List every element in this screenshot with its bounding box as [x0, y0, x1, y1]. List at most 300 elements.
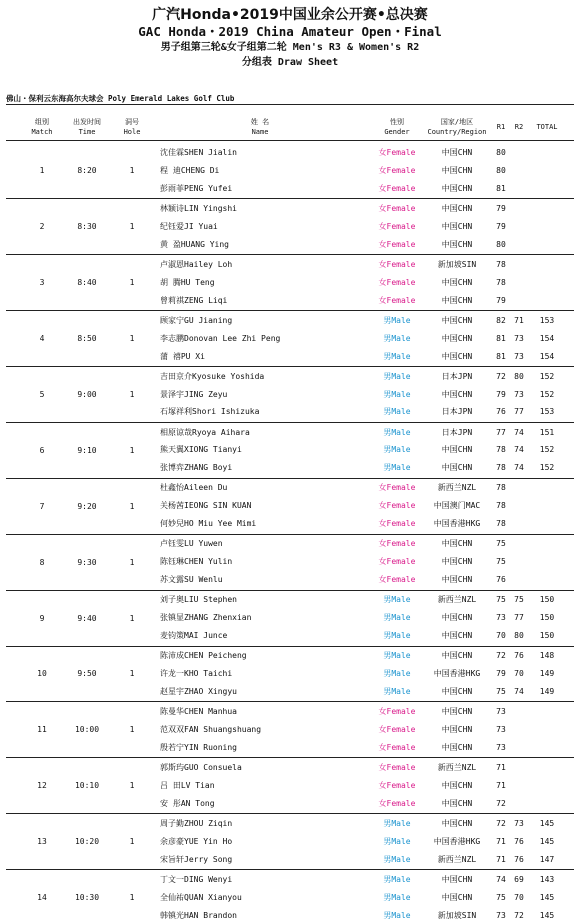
- player-country: 日本JPN: [441, 407, 473, 417]
- player-country: 新加坡SIN: [437, 259, 477, 269]
- table-row: [0, 795, 580, 812]
- player-gender: 男Male: [383, 595, 411, 605]
- player-r1: 73: [496, 707, 506, 716]
- table-row: [0, 256, 580, 273]
- player-r2: 75: [514, 595, 524, 605]
- player-gender: 男Male: [383, 371, 411, 381]
- table-row: [0, 703, 580, 720]
- player-country: 中国CHN: [441, 686, 473, 696]
- player-country: 中国CHN: [441, 707, 473, 716]
- table-row: [0, 759, 580, 776]
- player-gender: 女Female: [378, 501, 416, 511]
- player-name: 蒲 禧PU Xi: [160, 351, 205, 361]
- player-country: 中国CHN: [441, 780, 473, 790]
- player-gender: 女Female: [378, 539, 416, 549]
- col-country: 国家/地区 Country/Region: [427, 118, 487, 136]
- player-country: 日本JPN: [441, 427, 473, 437]
- player-r1: 72: [496, 371, 506, 381]
- player-country: 中国CHN: [441, 613, 473, 623]
- player-gender: 女Female: [378, 165, 416, 175]
- tee-time: 9:50: [77, 669, 97, 679]
- player-total: 151: [539, 427, 555, 437]
- col-name: 姓 名 Name: [250, 118, 270, 136]
- player-country: 中国香港HKG: [433, 669, 481, 678]
- player-name: 全仙祐QUAN Xianyou: [160, 892, 242, 902]
- player-gender: 男Male: [383, 651, 411, 661]
- match-number: 7: [39, 501, 45, 511]
- player-total: 145: [539, 818, 555, 828]
- player-r2: 77: [514, 613, 524, 623]
- player-r1: 81: [496, 333, 506, 343]
- player-r1: 82: [496, 315, 506, 325]
- tee-time: 8:20: [77, 166, 97, 176]
- player-r1: 79: [496, 295, 506, 305]
- player-name: 吉田京介Kyosuke Yoshida: [160, 371, 265, 381]
- match-number: 1: [39, 166, 45, 176]
- table-row: [0, 424, 580, 441]
- player-gender: 男Male: [383, 445, 411, 455]
- col-gender: 性别 Gender: [384, 118, 410, 136]
- player-total: 153: [539, 407, 555, 417]
- player-r1: 76: [496, 575, 506, 585]
- player-r2: 73: [514, 351, 524, 361]
- player-name: 石塚祥利Shori Ishizuka: [160, 407, 260, 417]
- match-number: 10: [37, 669, 47, 679]
- player-name: 韩镇光HAN Brandon: [160, 910, 237, 920]
- player-total: 145: [539, 892, 555, 902]
- player-gender: 男Male: [383, 389, 411, 399]
- player-r2: 71: [514, 315, 524, 325]
- player-total: 148: [539, 651, 555, 661]
- col-hole: 洞号 Hole: [123, 118, 141, 136]
- tee-time: 10:00: [74, 725, 100, 735]
- player-name: 苏文露SU Wenlu: [160, 575, 223, 585]
- player-country: 新加坡SIN: [437, 910, 477, 920]
- player-total: 150: [539, 631, 555, 640]
- player-country: 中国CHN: [441, 892, 473, 902]
- player-gender: 女Female: [378, 203, 416, 213]
- match-number: 3: [39, 278, 45, 288]
- player-country: 中国澳门MAC: [433, 501, 481, 511]
- player-name: 安 彤AN Tong: [160, 798, 215, 808]
- player-gender: 男Male: [383, 427, 411, 437]
- player-r2: 76: [514, 836, 524, 846]
- player-country: 中国CHN: [441, 463, 473, 473]
- player-country: 中国CHN: [441, 239, 473, 249]
- player-name: 纪钰爱JI Yuai: [160, 221, 218, 231]
- player-name: 许龙一KHO Taichi: [160, 669, 233, 678]
- player-r2: 80: [514, 371, 524, 381]
- table-row: [0, 571, 580, 588]
- player-r1: 70: [496, 631, 506, 640]
- match-number: 12: [37, 781, 47, 791]
- player-name: 相原谅哉Ryoya Aihara: [160, 427, 250, 437]
- player-country: 中国CHN: [441, 724, 473, 734]
- player-country: 中国CHN: [441, 742, 473, 752]
- player-total: 152: [539, 445, 555, 455]
- player-country: 中国CHN: [441, 389, 473, 399]
- col-match: 组别 Match: [31, 118, 53, 136]
- player-country: 新西兰NZL: [437, 483, 477, 493]
- player-gender: 男Male: [383, 631, 411, 640]
- table-row: [0, 739, 580, 756]
- player-country: 中国CHN: [441, 557, 473, 567]
- table-row: [0, 459, 580, 476]
- group-info: [0, 721, 580, 738]
- player-total: 152: [539, 463, 555, 473]
- player-r2: 73: [514, 818, 524, 828]
- player-country: 中国CHN: [441, 277, 473, 287]
- player-country: 中国CHN: [441, 221, 473, 231]
- player-name: 赵星宇ZHAO Xingyu: [160, 686, 237, 696]
- col-r1: R1: [496, 123, 506, 131]
- group-info: [0, 833, 580, 850]
- player-country: 中国CHN: [441, 539, 473, 549]
- player-gender: 男Male: [383, 407, 411, 417]
- table-row: [0, 348, 580, 365]
- player-gender: 女Female: [378, 239, 416, 249]
- player-r1: 77: [496, 427, 506, 437]
- player-country: 新西兰NZL: [437, 762, 477, 772]
- player-r1: 78: [496, 277, 506, 287]
- group-info: [0, 889, 580, 906]
- match-number: 13: [37, 837, 47, 847]
- title-english: GAC Honda・2019 China Amateur Open・Final: [138, 24, 442, 39]
- player-r1: 79: [496, 203, 506, 213]
- player-r1: 80: [496, 165, 506, 175]
- player-r2: 74: [514, 463, 524, 473]
- player-country: 中国CHN: [441, 165, 473, 175]
- hole-number: 1: [129, 557, 135, 567]
- player-gender: 男Male: [383, 686, 411, 696]
- player-gender: 女Female: [378, 259, 416, 269]
- player-r1: 76: [496, 407, 506, 417]
- player-r1: 75: [496, 892, 506, 902]
- player-r1: 78: [496, 501, 506, 511]
- player-r1: 75: [496, 539, 506, 549]
- player-gender: 女Female: [378, 707, 416, 716]
- player-country: 中国CHN: [441, 333, 473, 343]
- player-r1: 78: [496, 463, 506, 473]
- tee-time: 10:20: [74, 837, 100, 847]
- player-name: 关杨茜IEONG SIN KUAN: [160, 501, 252, 511]
- player-r2: 76: [514, 651, 524, 661]
- player-country: 中国香港HKG: [433, 519, 481, 529]
- player-country: 中国CHN: [441, 445, 473, 455]
- player-r1: 71: [496, 762, 506, 772]
- top-rule: [6, 104, 574, 105]
- group-info: [0, 665, 580, 682]
- player-r2: 73: [514, 389, 524, 399]
- tee-time: 10:30: [74, 893, 100, 903]
- player-r2: 74: [514, 686, 524, 696]
- table-row: [0, 292, 580, 309]
- player-country: 中国CHN: [441, 315, 473, 325]
- player-r1: 71: [496, 854, 506, 864]
- hole-number: 1: [129, 445, 135, 455]
- player-r1: 75: [496, 595, 506, 605]
- player-name: 卢钰雯LU Yuwen: [160, 539, 223, 549]
- player-gender: 男Male: [383, 315, 411, 325]
- table-row: [0, 627, 580, 644]
- player-gender: 女Female: [378, 295, 416, 305]
- player-gender: 女Female: [378, 780, 416, 790]
- table-row: [0, 851, 580, 868]
- player-gender: 男Male: [383, 874, 411, 884]
- player-r1: 79: [496, 669, 506, 678]
- player-r2: 74: [514, 427, 524, 437]
- tee-time: 9:40: [77, 613, 97, 623]
- player-country: 中国CHN: [441, 575, 473, 585]
- match-number: 5: [39, 389, 45, 399]
- table-row: [0, 236, 580, 253]
- tee-time: 9:30: [77, 557, 97, 567]
- player-total: 154: [539, 333, 555, 343]
- player-country: 中国CHN: [441, 351, 473, 361]
- player-r1: 75: [496, 686, 506, 696]
- player-name: 彭雨菲PENG Yufei: [160, 183, 233, 193]
- player-name: 杜鑫怡Aileen Du: [160, 483, 228, 493]
- player-country: 中国CHN: [441, 874, 473, 884]
- hole-number: 1: [129, 166, 135, 176]
- hole-number: 1: [129, 222, 135, 232]
- player-r1: 79: [496, 221, 506, 231]
- player-r1: 78: [496, 519, 506, 529]
- group-info: [0, 218, 580, 235]
- player-name: 黄 盈HUANG Ying: [160, 239, 229, 249]
- round-line: 男子组第三轮&女子组第二轮 Men's R3 & Women's R2: [160, 42, 420, 53]
- player-gender: 女Female: [378, 519, 416, 529]
- player-country: 中国CHN: [441, 295, 473, 305]
- player-r1: 81: [496, 351, 506, 361]
- player-country: 中国CHN: [441, 798, 473, 808]
- player-name: 陈沛成CHEN Peicheng: [160, 651, 247, 661]
- player-gender: 女Female: [378, 742, 416, 752]
- hole-number: 1: [129, 613, 135, 623]
- player-gender: 女Female: [378, 483, 416, 493]
- player-gender: 女Female: [378, 557, 416, 567]
- player-name: 林颖诗LIN Yingshi: [160, 203, 237, 213]
- group-info: [0, 162, 580, 179]
- player-total: 149: [539, 686, 555, 696]
- table-row: [0, 591, 580, 608]
- player-r2: 80: [514, 631, 524, 640]
- player-country: 中国香港HKG: [433, 836, 481, 846]
- table-row: [0, 683, 580, 700]
- group-info: [0, 498, 580, 515]
- table-row: [0, 907, 580, 924]
- player-total: 145: [539, 836, 555, 846]
- player-country: 中国CHN: [441, 183, 473, 193]
- match-number: 4: [39, 334, 45, 344]
- player-name: 殷若宁YIN Ruoning: [160, 742, 237, 752]
- player-name: 范双双FAN Shuangshuang: [160, 724, 262, 734]
- title-chinese: 广汽Honda•2019中国业余公开赛•总决赛: [152, 7, 428, 23]
- player-gender: 男Male: [383, 910, 411, 920]
- player-r1: 78: [496, 483, 506, 493]
- group-info: [0, 554, 580, 571]
- player-r1: 80: [496, 148, 506, 157]
- table-row: [0, 312, 580, 329]
- match-number: 9: [39, 613, 45, 623]
- player-total: 143: [539, 874, 555, 884]
- player-total: 145: [539, 910, 555, 920]
- player-name: 景泽宇JING Zeyu: [160, 389, 228, 399]
- player-gender: 女Female: [378, 798, 416, 808]
- player-name: 顾家宁GU Jianing: [160, 315, 233, 325]
- player-name: 丁文一DING Wenyi: [160, 874, 233, 884]
- table-row: [0, 479, 580, 496]
- player-r1: 74: [496, 874, 506, 884]
- group-info: [0, 777, 580, 794]
- tee-time: 8:40: [77, 278, 97, 288]
- hole-number: 1: [129, 893, 135, 903]
- player-name: 刘子奥LIU Stephen: [160, 595, 237, 605]
- player-country: 中国CHN: [441, 203, 473, 213]
- player-total: 147: [539, 854, 555, 864]
- player-r1: 72: [496, 798, 506, 808]
- table-row: [0, 815, 580, 832]
- header-rule: [6, 140, 574, 141]
- hole-number: 1: [129, 725, 135, 735]
- player-total: 152: [539, 371, 555, 381]
- player-name: 何妙兒HO Miu Yee Mimi: [160, 519, 257, 529]
- group-info: [0, 442, 580, 459]
- table-row: [0, 403, 580, 420]
- player-country: 新西兰NZL: [437, 595, 477, 605]
- player-name: 周子勤ZHOU Ziqin: [160, 818, 233, 828]
- player-name: 宋旨轩Jerry Song: [160, 854, 233, 864]
- hole-number: 1: [129, 501, 135, 511]
- player-name: 张博弈ZHANG Boyi: [160, 463, 233, 473]
- player-r2: 76: [514, 854, 524, 864]
- player-country: 日本JPN: [441, 371, 473, 381]
- player-gender: 女Female: [378, 277, 416, 287]
- player-r1: 79: [496, 389, 506, 399]
- table-row: [0, 647, 580, 664]
- player-r1: 78: [496, 445, 506, 455]
- player-name: 胡 腾HU Teng: [160, 277, 215, 287]
- match-number: 8: [39, 557, 45, 567]
- player-r1: 71: [496, 836, 506, 846]
- hole-number: 1: [129, 278, 135, 288]
- player-gender: 男Male: [383, 463, 411, 473]
- player-r2: 72: [514, 910, 524, 920]
- table-row: [0, 368, 580, 385]
- player-name: 余彦豪YUE Yin Ho: [160, 836, 233, 846]
- sheet-title: 分组表 Draw Sheet: [241, 57, 339, 68]
- player-r1: 72: [496, 818, 506, 828]
- match-number: 6: [39, 445, 45, 455]
- match-number: 11: [37, 725, 47, 735]
- player-gender: 男Male: [383, 836, 411, 846]
- player-r1: 75: [496, 557, 506, 567]
- player-r1: 81: [496, 183, 506, 193]
- group-info: [0, 386, 580, 403]
- col-total: TOTAL: [536, 123, 558, 131]
- player-gender: 男Male: [383, 854, 411, 864]
- player-name: 张镇显ZHANG Zhenxian: [160, 613, 252, 623]
- player-total: 154: [539, 351, 555, 361]
- player-gender: 女Female: [378, 762, 416, 772]
- player-name: 吕 田LV Tian: [160, 780, 215, 790]
- hole-number: 1: [129, 334, 135, 344]
- player-country: 中国CHN: [441, 148, 473, 157]
- player-r2: 70: [514, 892, 524, 902]
- col-r2: R2: [514, 123, 524, 131]
- player-name: 李志鹏Donovan Lee Zhi Peng: [160, 333, 281, 343]
- hole-number: 1: [129, 669, 135, 679]
- player-country: 新西兰NZL: [437, 854, 477, 864]
- player-gender: 男Male: [383, 669, 411, 678]
- player-name: 熊天翼XIONG Tianyi: [160, 445, 242, 455]
- table-row: [0, 515, 580, 532]
- player-gender: 男Male: [383, 818, 411, 828]
- group-info: [0, 330, 580, 347]
- tee-time: 9:20: [77, 501, 97, 511]
- player-r1: 78: [496, 259, 506, 269]
- player-r1: 80: [496, 239, 506, 249]
- player-name: 沈佳霖SHEN Jialin: [160, 148, 237, 157]
- player-total: 150: [539, 595, 555, 605]
- table-row: [0, 535, 580, 552]
- player-r2: 77: [514, 407, 524, 417]
- tee-time: 10:10: [74, 781, 100, 791]
- player-name: 陈钰琳CHEN Yulin: [160, 557, 233, 567]
- player-name: 郭斯玙GUO Consuela: [160, 762, 242, 772]
- tee-time: 9:00: [77, 389, 97, 399]
- tee-time: 8:50: [77, 334, 97, 344]
- table-row: [0, 871, 580, 888]
- player-r1: 72: [496, 651, 506, 661]
- match-number: 14: [37, 893, 47, 903]
- player-gender: 男Male: [383, 351, 411, 361]
- player-name: 程 迪CHENG Di: [160, 165, 220, 175]
- player-r2: 73: [514, 333, 524, 343]
- player-total: 153: [539, 315, 555, 325]
- player-name: 卢淑恩Hailey Loh: [160, 259, 233, 269]
- match-number: 2: [39, 222, 45, 232]
- col-time: 出发时间 Time: [73, 118, 101, 136]
- player-gender: 女Female: [378, 183, 416, 193]
- hole-number: 1: [129, 781, 135, 791]
- hole-number: 1: [129, 389, 135, 399]
- player-r1: 73: [496, 742, 506, 752]
- player-gender: 女Female: [378, 724, 416, 734]
- player-total: 149: [539, 669, 555, 678]
- player-r1: 71: [496, 780, 506, 790]
- player-r2: 70: [514, 669, 524, 678]
- player-r2: 69: [514, 874, 524, 884]
- player-country: 中国CHN: [441, 818, 473, 828]
- player-gender: 女Female: [378, 148, 416, 157]
- table-row: [0, 200, 580, 217]
- tee-time: 9:10: [77, 445, 97, 455]
- player-total: 152: [539, 389, 555, 399]
- player-gender: 女Female: [378, 575, 416, 585]
- tee-time: 8:30: [77, 222, 97, 232]
- player-country: 中国CHN: [441, 631, 473, 640]
- player-gender: 女Female: [378, 221, 416, 231]
- player-gender: 男Male: [383, 892, 411, 902]
- table-row: [0, 180, 580, 197]
- player-r1: 73: [496, 910, 506, 920]
- player-name: 麦钧策MAI Junce: [160, 631, 228, 640]
- player-total: 150: [539, 613, 555, 623]
- player-r2: 74: [514, 445, 524, 455]
- player-r1: 73: [496, 724, 506, 734]
- group-info: [0, 610, 580, 627]
